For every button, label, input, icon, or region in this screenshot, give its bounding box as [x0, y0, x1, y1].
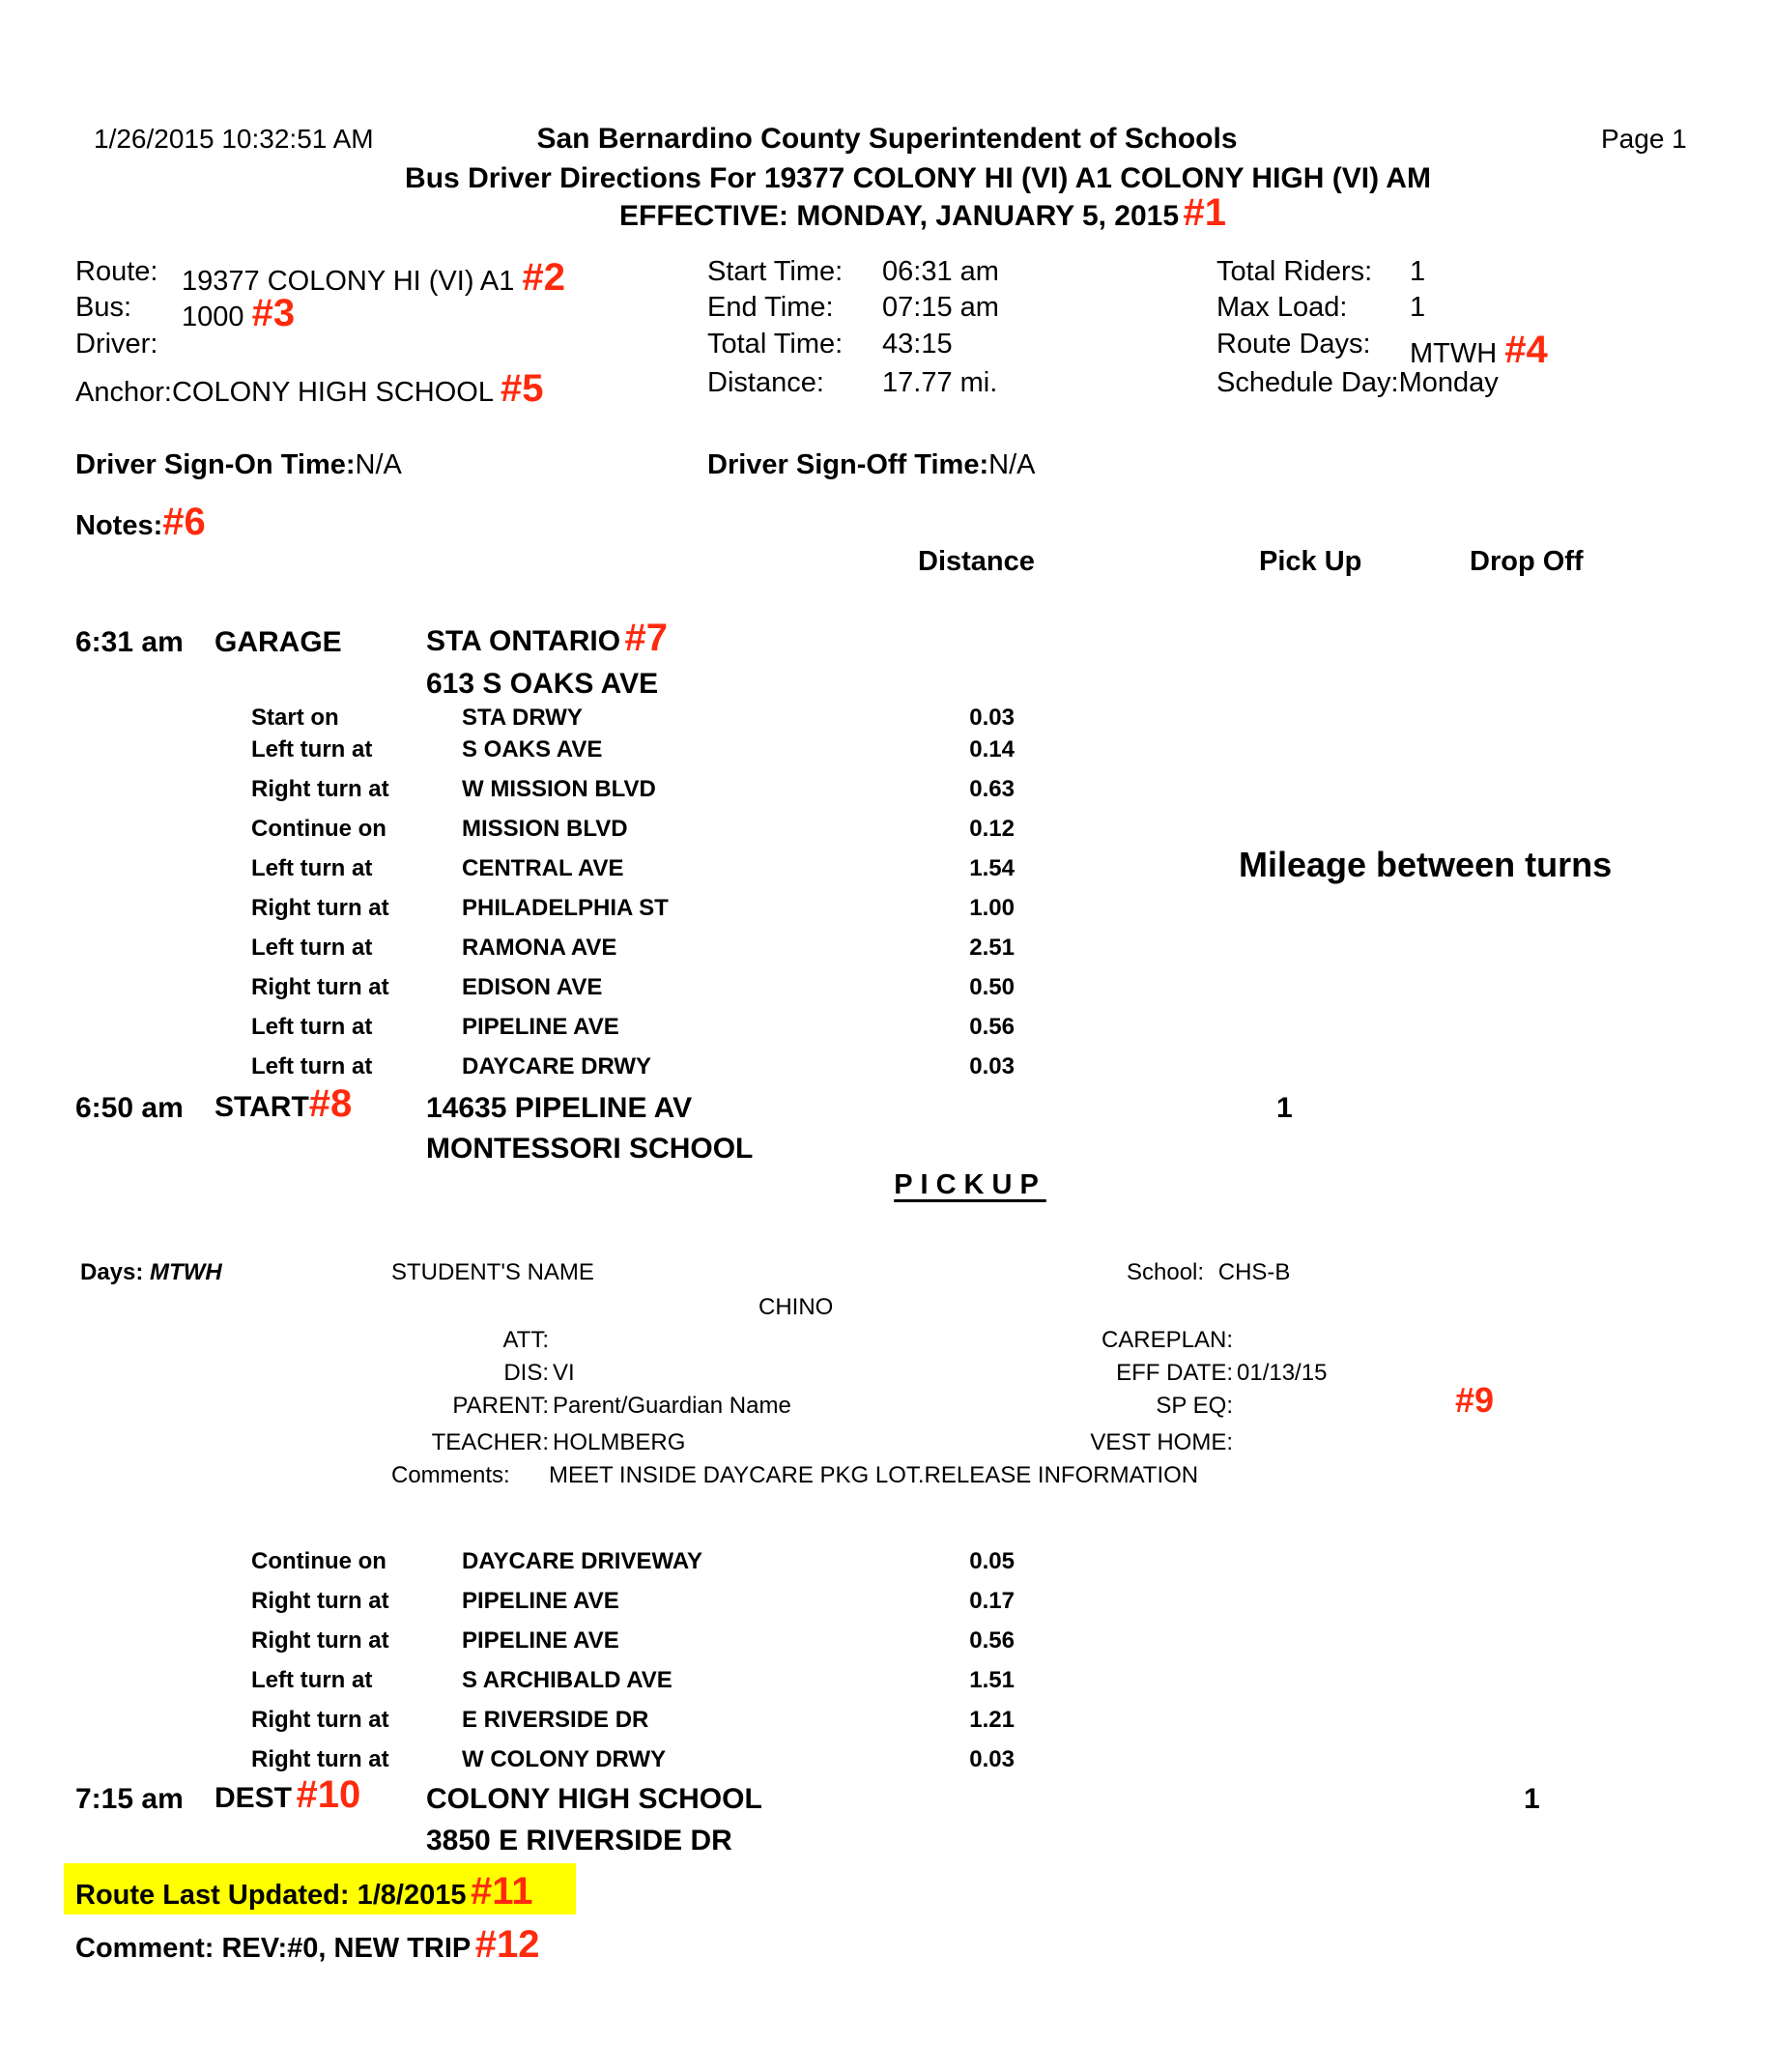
route-last-updated — [75, 1872, 532, 1911]
stop-address: MONTESSORI SCHOOL — [426, 1133, 754, 1165]
att-label: ATT: — [502, 1327, 549, 1353]
page-number: Page 1 — [1601, 124, 1687, 154]
route-field — [75, 256, 565, 299]
school-field — [1127, 1261, 1290, 1284]
turn-distance: 0.03 — [969, 1053, 1015, 1079]
sign-off-value: N/A — [988, 449, 1036, 480]
driver-label: Driver: — [75, 329, 158, 360]
distance-label: Distance: — [707, 367, 824, 398]
turn-street: PIPELINE AVE — [462, 1627, 619, 1654]
max-load-value: 1 — [1410, 292, 1426, 323]
turn-action: Continue on — [251, 1548, 386, 1574]
annotation-1: #1 — [1183, 191, 1227, 234]
turn-distance: 0.63 — [969, 776, 1015, 802]
turn-street: RAMONA AVE — [462, 935, 617, 961]
turn-street: E RIVERSIDE DR — [462, 1707, 649, 1733]
turn-distance: 0.56 — [969, 1014, 1015, 1040]
turn-action: Right turn at — [251, 1707, 389, 1733]
turn-street: S ARCHIBALD AVE — [462, 1667, 672, 1693]
sign-on-value: N/A — [355, 449, 402, 480]
driver-field — [75, 331, 157, 359]
stop-name: COLONY HIGH SCHOOL — [426, 1783, 762, 1815]
notes — [75, 503, 206, 541]
schedule-day-field — [1216, 369, 1499, 397]
route-value-wrap — [182, 258, 565, 297]
turn-street: DAYCARE DRIVEWAY — [462, 1548, 702, 1574]
annotation-8: #8 — [308, 1082, 353, 1125]
turn-street: MISSION BLVD — [462, 816, 628, 842]
total-time-field — [707, 329, 953, 360]
stop-time: 6:50 am — [75, 1092, 184, 1124]
stop-time: 7:15 am — [75, 1783, 184, 1815]
turn-street: PIPELINE AVE — [462, 1588, 619, 1614]
effective-line — [619, 193, 1226, 232]
turn-street: PHILADELPHIA ST — [462, 895, 669, 921]
pickup-title: PICKUP — [894, 1169, 1046, 1200]
days-label: Days: — [80, 1259, 144, 1285]
mileage-between-turns-note: Mileage between turns — [1239, 845, 1613, 884]
distance-value: 17.77 mi. — [882, 367, 998, 398]
max-load-label: Max Load: — [1216, 292, 1348, 323]
turn-action: Left turn at — [251, 855, 373, 881]
anchor-label: Anchor: — [75, 377, 172, 408]
stop-name: STA ONTARIO — [426, 625, 621, 657]
annotation-7: #7 — [624, 617, 669, 659]
turn-action: Right turn at — [251, 1627, 389, 1654]
speq-label: SP EQ: — [1156, 1393, 1233, 1419]
turn-distance: 0.05 — [969, 1548, 1015, 1574]
school-label: School: — [1127, 1259, 1205, 1285]
route-comment — [75, 1925, 539, 1964]
total-time-value: 43:15 — [882, 329, 953, 360]
teacher-value: HOLMBERG — [553, 1429, 686, 1455]
turn-distance: 2.51 — [969, 935, 1015, 961]
annotation-11: #11 — [470, 1870, 533, 1913]
turn-distance: 0.03 — [969, 705, 1015, 731]
annotation-6: #6 — [162, 501, 206, 543]
dis-label: DIS: — [503, 1360, 549, 1386]
end-time-label: End Time: — [707, 292, 834, 323]
turn-action: Left turn at — [251, 1667, 373, 1693]
total-time-label: Total Time: — [707, 329, 844, 360]
turn-distance: 1.51 — [969, 1667, 1015, 1693]
turn-distance: 0.56 — [969, 1627, 1015, 1654]
sign-on-label: Driver Sign-On Time: — [75, 449, 356, 480]
distance-field — [707, 367, 998, 398]
schedule-day-label: Schedule Day: — [1216, 367, 1399, 398]
report-title: Bus Driver Directions For 19377 COLONY HI (VI) A1 COLONY HIGH (VI) AM — [405, 162, 1431, 194]
stop-type: START — [215, 1091, 309, 1123]
route-label: Route: — [75, 256, 158, 287]
pickup-count: 1 — [1276, 1092, 1293, 1124]
effective-date: EFFECTIVE: MONDAY, JANUARY 5, 2015 — [618, 200, 1180, 232]
turn-action: Left turn at — [251, 1053, 373, 1079]
annotation-9: #9 — [1455, 1380, 1495, 1420]
turn-action: Start on — [251, 705, 339, 731]
turn-distance: 0.12 — [969, 816, 1015, 842]
start-time-value: 06:31 am — [882, 256, 999, 287]
turn-street: CENTRAL AVE — [462, 855, 624, 881]
anchor-field — [75, 369, 543, 408]
annotation-3: #3 — [251, 292, 296, 334]
column-pickup: Pick Up — [1259, 546, 1362, 577]
annotation-10: #10 — [296, 1773, 361, 1816]
days-value: MTWH — [150, 1259, 222, 1285]
turn-distance: 0.17 — [969, 1588, 1015, 1614]
annotation-12: #12 — [474, 1923, 540, 1966]
turn-action: Left turn at — [251, 1014, 373, 1040]
turn-action: Right turn at — [251, 776, 389, 802]
start-time-label: Start Time: — [707, 256, 844, 287]
anchor-value: COLONY HIGH SCHOOL — [171, 377, 493, 408]
stop-type: DEST — [215, 1782, 293, 1814]
route-last-updated-text: Route Last Updated: 1/8/2015 — [75, 1880, 467, 1911]
max-load-field — [1216, 292, 1426, 323]
stop-name-wrap — [426, 619, 668, 657]
notes-label: Notes: — [75, 510, 163, 541]
bus-value-wrap — [182, 294, 295, 332]
turn-street: W MISSION BLVD — [462, 776, 656, 802]
total-riders-field — [1216, 256, 1426, 287]
turn-action: Right turn at — [251, 974, 389, 1000]
total-riders-value: 1 — [1410, 256, 1426, 287]
report-timestamp: 1/26/2015 10:32:51 AM — [94, 124, 374, 154]
stop-type-wrap — [215, 1084, 352, 1123]
annotation-5: #5 — [500, 367, 544, 410]
annotation-2: #2 — [522, 256, 565, 299]
comments-value: MEET INSIDE DAYCARE PKG LOT.RELEASE INFORMATION — [549, 1462, 1199, 1488]
stop-address: 613 S OAKS AVE — [426, 668, 659, 700]
turn-action: Left turn at — [251, 736, 373, 763]
turn-street: PIPELINE AVE — [462, 1014, 619, 1040]
turn-distance: 0.14 — [969, 736, 1015, 763]
sign-off-label: Driver Sign-Off Time: — [707, 449, 989, 480]
turn-distance: 1.00 — [969, 895, 1015, 921]
bus-value: 1000 — [182, 302, 244, 332]
stop-name: 14635 PIPELINE AV — [426, 1092, 693, 1124]
turn-distance: 1.54 — [969, 855, 1015, 881]
turn-distance: 1.21 — [969, 1707, 1015, 1733]
schedule-day-value: Monday — [1398, 367, 1499, 398]
column-distance: Distance — [918, 546, 1035, 577]
teacher-label: TEACHER: — [431, 1429, 549, 1455]
stop-type: GARAGE — [215, 626, 342, 658]
turn-street: DAYCARE DRWY — [462, 1053, 652, 1079]
end-time-field — [707, 292, 999, 323]
driver-sign-off — [707, 451, 1035, 479]
effdate-label: EFF DATE: — [1116, 1360, 1233, 1386]
route-days-label: Route Days: — [1216, 329, 1371, 360]
turn-action: Left turn at — [251, 935, 373, 961]
annotation-4: #4 — [1504, 329, 1548, 371]
route-value: 19377 COLONY HI (VI) A1 — [182, 266, 515, 297]
driver-sign-on — [75, 451, 402, 479]
route-days-field — [1216, 329, 1548, 371]
route-days-value-wrap — [1410, 331, 1548, 369]
days-field — [80, 1261, 222, 1284]
student-name: STUDENT'S NAME — [391, 1259, 594, 1285]
turn-action: Continue on — [251, 816, 386, 842]
dropoff-count: 1 — [1524, 1783, 1540, 1815]
start-time-field — [707, 256, 999, 287]
bus-field — [75, 292, 296, 334]
route-days-value: MTWH — [1410, 338, 1498, 369]
dis-value: VI — [553, 1360, 575, 1386]
turn-action: Right turn at — [251, 1746, 389, 1772]
turn-action: Right turn at — [251, 1588, 389, 1614]
stop-time: 6:31 am — [75, 626, 184, 658]
stop-address: 3850 E RIVERSIDE DR — [426, 1825, 732, 1856]
total-riders-label: Total Riders: — [1216, 256, 1373, 287]
organization-name: San Bernardino County Superintendent of Schools — [536, 123, 1238, 155]
turn-distance: 0.50 — [969, 974, 1015, 1000]
end-time-value: 07:15 am — [882, 292, 999, 323]
column-dropoff: Drop Off — [1470, 546, 1584, 577]
turn-street: S OAKS AVE — [462, 736, 603, 763]
student-city: CHINO — [758, 1294, 834, 1320]
careplan-label: CAREPLAN: — [1101, 1327, 1233, 1353]
parent-value: Parent/Guardian Name — [553, 1393, 791, 1419]
turn-street: EDISON AVE — [462, 974, 603, 1000]
turn-street: W COLONY DRWY — [462, 1746, 667, 1772]
comments-label: Comments: — [391, 1462, 510, 1488]
turn-distance: 0.03 — [969, 1746, 1015, 1772]
route-comment-text: Comment: REV:#0, NEW TRIP — [75, 1933, 472, 1964]
stop-type-wrap — [215, 1775, 360, 1814]
effdate-value: 01/13/15 — [1237, 1360, 1328, 1386]
school-value: CHS-B — [1217, 1259, 1291, 1285]
turn-action: Right turn at — [251, 895, 389, 921]
bus-label: Bus: — [75, 292, 132, 323]
parent-label: PARENT: — [452, 1393, 549, 1419]
vest-home-label: VEST HOME: — [1090, 1429, 1233, 1455]
turn-street: STA DRWY — [462, 705, 583, 731]
